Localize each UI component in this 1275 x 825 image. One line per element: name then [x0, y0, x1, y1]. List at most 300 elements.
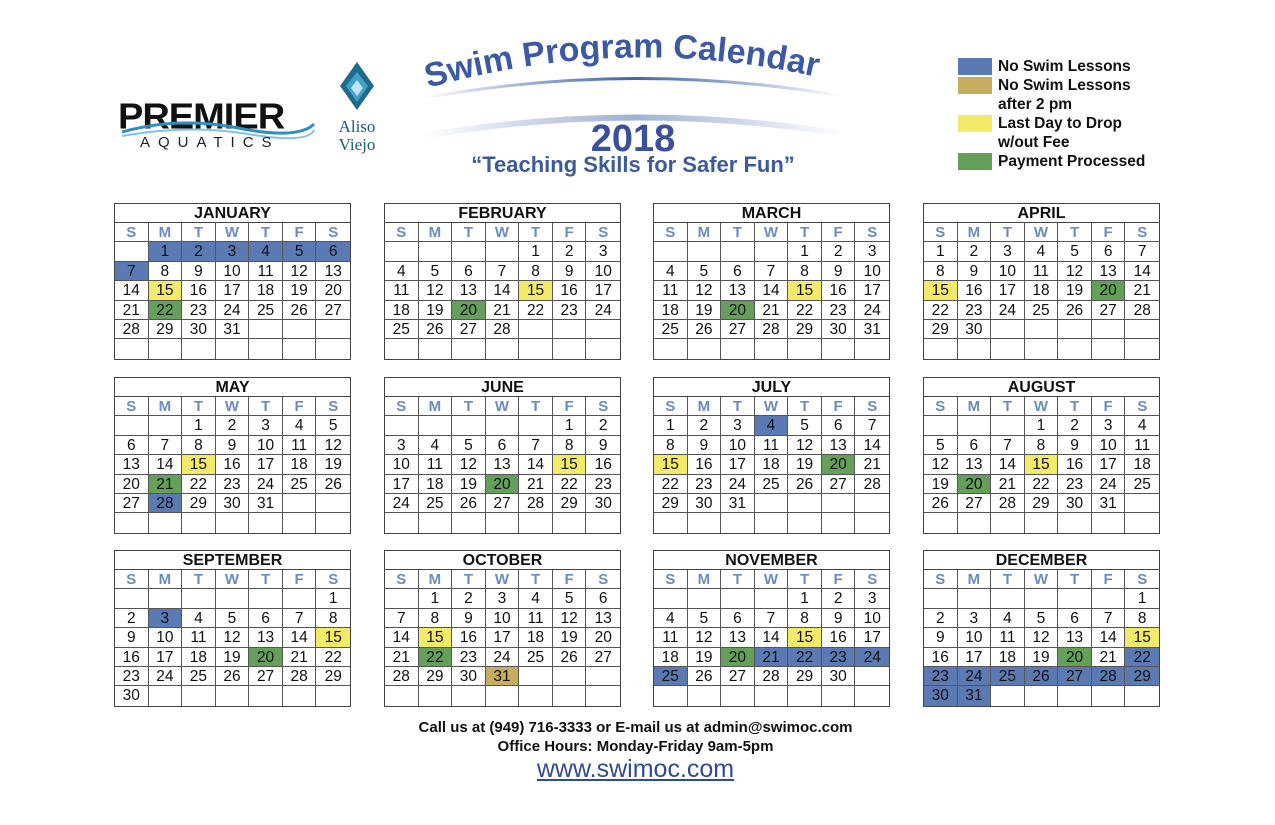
day-cell: 22: [654, 475, 688, 494]
month-day-grid: [654, 397, 889, 533]
weekday-label: S: [855, 223, 889, 242]
empty-cell: [283, 494, 317, 513]
day-cell: 23: [216, 475, 250, 494]
empty-cell: [249, 686, 283, 705]
weekday-label: F: [822, 397, 856, 416]
day-cell: 26: [688, 667, 722, 686]
empty-cell: [1058, 513, 1092, 532]
day-cell: 13: [958, 455, 992, 474]
empty-cell: [721, 589, 755, 608]
empty-cell: [654, 686, 688, 705]
day-cell: 14: [855, 436, 889, 455]
day-cell: 25: [283, 475, 317, 494]
day-cell: 22: [149, 301, 183, 320]
day-cell: 16: [553, 281, 587, 300]
day-cell: 29: [1125, 667, 1159, 686]
day-cell: 24: [249, 475, 283, 494]
day-cell: 5: [788, 416, 822, 435]
day-cell: 27: [958, 494, 992, 513]
legend-swatch-blue: [958, 58, 992, 75]
day-cell: 9: [958, 262, 992, 281]
day-cell: 9: [553, 262, 587, 281]
day-cell: 8: [924, 262, 958, 281]
day-cell: 28: [855, 475, 889, 494]
empty-cell: [419, 242, 453, 261]
empty-cell: [182, 686, 216, 705]
day-cell: 20: [115, 475, 149, 494]
empty-cell: [316, 320, 350, 339]
day-cell: 2: [182, 242, 216, 261]
empty-cell: [958, 339, 992, 358]
empty-cell: [1092, 513, 1126, 532]
day-cell: 10: [958, 628, 992, 647]
day-cell: 24: [991, 301, 1025, 320]
day-cell: 14: [755, 628, 789, 647]
day-cell: 17: [991, 281, 1025, 300]
day-cell: 8: [788, 609, 822, 628]
day-cell: 12: [688, 281, 722, 300]
empty-cell: [855, 686, 889, 705]
empty-cell: [855, 667, 889, 686]
day-cell: 15: [149, 281, 183, 300]
day-cell: 18: [249, 281, 283, 300]
day-cell: 6: [316, 242, 350, 261]
day-cell: 30: [1058, 494, 1092, 513]
empty-cell: [216, 513, 250, 532]
day-cell: 19: [553, 628, 587, 647]
day-cell: 5: [688, 262, 722, 281]
empty-cell: [755, 589, 789, 608]
day-cell: 19: [924, 475, 958, 494]
day-cell: 24: [216, 301, 250, 320]
empty-cell: [1125, 494, 1159, 513]
month-september: [114, 550, 351, 707]
day-cell: 13: [452, 281, 486, 300]
weekday-label: M: [149, 223, 183, 242]
day-cell: 7: [149, 436, 183, 455]
day-cell: 24: [1092, 475, 1126, 494]
day-cell: 16: [958, 281, 992, 300]
empty-cell: [283, 320, 317, 339]
month-october: [384, 550, 621, 707]
day-cell: 9: [924, 628, 958, 647]
empty-cell: [822, 513, 856, 532]
day-cell: 26: [283, 301, 317, 320]
empty-cell: [721, 242, 755, 261]
month-name: JANUARY: [115, 204, 350, 223]
legend-label-line: No Swim Lessons: [998, 77, 1131, 94]
day-cell: 19: [688, 301, 722, 320]
day-cell: 12: [316, 436, 350, 455]
weekday-label: S: [654, 223, 688, 242]
day-cell: 29: [419, 667, 453, 686]
month-june: [384, 377, 621, 534]
legend-swatch-green: [958, 153, 992, 170]
empty-cell: [316, 513, 350, 532]
empty-cell: [1058, 686, 1092, 705]
month-may: [114, 377, 351, 534]
day-cell: 16: [924, 648, 958, 667]
empty-cell: [924, 513, 958, 532]
day-cell: 4: [249, 242, 283, 261]
weekday-label: W: [755, 570, 789, 589]
day-cell: 6: [115, 436, 149, 455]
month-name: APRIL: [924, 204, 1159, 223]
day-cell: 14: [283, 628, 317, 647]
day-cell: 4: [755, 416, 789, 435]
day-cell: 18: [654, 301, 688, 320]
empty-cell: [721, 513, 755, 532]
day-cell: 30: [688, 494, 722, 513]
day-cell: 21: [385, 648, 419, 667]
weekday-label: F: [1092, 223, 1126, 242]
day-cell: 21: [486, 301, 520, 320]
day-cell: 27: [586, 648, 620, 667]
empty-cell: [115, 242, 149, 261]
day-cell: 18: [654, 648, 688, 667]
day-cell: 20: [586, 628, 620, 647]
day-cell: 10: [855, 609, 889, 628]
empty-cell: [486, 242, 520, 261]
day-cell: 11: [1025, 262, 1059, 281]
empty-cell: [822, 339, 856, 358]
weekday-label: W: [216, 570, 250, 589]
logo-wordmark: PREMIER: [118, 97, 285, 137]
day-cell: 29: [788, 320, 822, 339]
day-cell: 14: [755, 281, 789, 300]
empty-cell: [1025, 339, 1059, 358]
day-cell: 2: [452, 589, 486, 608]
legend-item-no-lessons-after-2pm: [958, 76, 1178, 114]
day-cell: 11: [755, 436, 789, 455]
day-cell: 9: [1058, 436, 1092, 455]
empty-cell: [519, 513, 553, 532]
empty-cell: [419, 416, 453, 435]
day-cell: 12: [216, 628, 250, 647]
empty-cell: [385, 242, 419, 261]
weekday-label: F: [553, 223, 587, 242]
weekday-label: M: [688, 570, 722, 589]
weekday-label: W: [1025, 397, 1059, 416]
day-cell: 2: [115, 609, 149, 628]
empty-cell: [115, 339, 149, 358]
day-cell: 1: [182, 416, 216, 435]
day-cell: 1: [654, 416, 688, 435]
empty-cell: [452, 416, 486, 435]
empty-cell: [149, 416, 183, 435]
day-cell: 10: [1092, 436, 1126, 455]
day-cell: 17: [1092, 455, 1126, 474]
day-cell: 27: [486, 494, 520, 513]
day-cell: 26: [924, 494, 958, 513]
day-cell: 21: [115, 301, 149, 320]
day-cell: 23: [822, 648, 856, 667]
day-cell: 29: [182, 494, 216, 513]
empty-cell: [1025, 320, 1059, 339]
empty-cell: [216, 686, 250, 705]
day-cell: 30: [216, 494, 250, 513]
premier-aquatics-logo: [118, 96, 314, 156]
day-cell: 26: [216, 667, 250, 686]
day-cell: 30: [452, 667, 486, 686]
empty-cell: [991, 513, 1025, 532]
day-cell: 15: [1025, 455, 1059, 474]
day-cell: 12: [1025, 628, 1059, 647]
day-cell: 19: [1025, 648, 1059, 667]
weekday-label: S: [654, 570, 688, 589]
day-cell: 11: [419, 455, 453, 474]
day-cell: 19: [1058, 281, 1092, 300]
month-december: [923, 550, 1160, 707]
day-cell: 4: [182, 609, 216, 628]
empty-cell: [283, 339, 317, 358]
day-cell: 4: [419, 436, 453, 455]
day-cell: 10: [249, 436, 283, 455]
day-cell: 8: [788, 262, 822, 281]
day-cell: 13: [1092, 262, 1126, 281]
empty-cell: [419, 513, 453, 532]
day-cell: 3: [958, 609, 992, 628]
empty-cell: [855, 513, 889, 532]
day-cell: 28: [385, 667, 419, 686]
weekday-label: S: [924, 397, 958, 416]
website-link[interactable]: www.swimoc.com: [536, 755, 735, 783]
day-cell: 22: [1025, 475, 1059, 494]
day-cell: 7: [519, 436, 553, 455]
empty-cell: [553, 667, 587, 686]
day-cell: 7: [755, 609, 789, 628]
day-cell: 5: [1025, 609, 1059, 628]
day-cell: 13: [1058, 628, 1092, 647]
empty-cell: [991, 416, 1025, 435]
day-cell: 16: [822, 628, 856, 647]
empty-cell: [688, 513, 722, 532]
weekday-label: T: [519, 397, 553, 416]
empty-cell: [924, 589, 958, 608]
empty-cell: [855, 339, 889, 358]
weekday-label: T: [452, 397, 486, 416]
weekday-label: S: [586, 223, 620, 242]
day-cell: 18: [755, 455, 789, 474]
day-cell: 29: [654, 494, 688, 513]
empty-cell: [115, 513, 149, 532]
day-cell: 29: [1025, 494, 1059, 513]
empty-cell: [419, 339, 453, 358]
empty-cell: [788, 339, 822, 358]
empty-cell: [249, 513, 283, 532]
day-cell: 16: [822, 281, 856, 300]
day-cell: 20: [1092, 281, 1126, 300]
day-cell: 23: [1058, 475, 1092, 494]
day-cell: 4: [519, 589, 553, 608]
day-cell: 15: [788, 281, 822, 300]
legend-label: Payment Processed: [998, 153, 1146, 170]
day-cell: 24: [855, 648, 889, 667]
day-cell: 12: [553, 609, 587, 628]
day-cell: 25: [755, 475, 789, 494]
day-cell: 1: [419, 589, 453, 608]
weekday-label: W: [1025, 223, 1059, 242]
empty-cell: [1058, 339, 1092, 358]
weekday-label: S: [385, 397, 419, 416]
empty-cell: [115, 589, 149, 608]
empty-cell: [149, 686, 183, 705]
day-cell: 19: [216, 648, 250, 667]
day-cell: 14: [991, 455, 1025, 474]
day-cell: 5: [1058, 242, 1092, 261]
day-cell: 23: [452, 648, 486, 667]
empty-cell: [822, 686, 856, 705]
day-cell: 10: [991, 262, 1025, 281]
day-cell: 30: [822, 320, 856, 339]
empty-cell: [553, 339, 587, 358]
day-cell: 6: [721, 262, 755, 281]
day-cell: 19: [788, 455, 822, 474]
empty-cell: [216, 339, 250, 358]
month-november: [653, 550, 890, 707]
day-cell: 22: [1125, 648, 1159, 667]
day-cell: 14: [115, 281, 149, 300]
day-cell: 27: [1058, 667, 1092, 686]
month-july: [653, 377, 890, 534]
day-cell: 2: [822, 589, 856, 608]
legend-label-line: Last Day to Drop: [998, 115, 1123, 132]
weekday-label: W: [755, 397, 789, 416]
day-cell: 20: [1058, 648, 1092, 667]
weekday-label: S: [1125, 570, 1159, 589]
empty-cell: [1025, 589, 1059, 608]
day-cell: 27: [249, 667, 283, 686]
empty-cell: [452, 242, 486, 261]
weekday-label: M: [958, 223, 992, 242]
day-cell: 24: [149, 667, 183, 686]
day-cell: 24: [486, 648, 520, 667]
empty-cell: [755, 513, 789, 532]
empty-cell: [519, 667, 553, 686]
day-cell: 15: [553, 455, 587, 474]
month-day-grid: [115, 223, 350, 359]
month-name: AUGUST: [924, 378, 1159, 397]
weekday-label: T: [452, 570, 486, 589]
day-cell: 7: [283, 609, 317, 628]
day-cell: 5: [688, 609, 722, 628]
empty-cell: [991, 320, 1025, 339]
day-cell: 4: [654, 609, 688, 628]
weekday-label: S: [855, 570, 889, 589]
empty-cell: [1058, 320, 1092, 339]
day-cell: 30: [958, 320, 992, 339]
weekday-label: M: [688, 223, 722, 242]
empty-cell: [654, 242, 688, 261]
weekday-label: M: [149, 397, 183, 416]
month-day-grid: [385, 223, 620, 359]
empty-cell: [385, 513, 419, 532]
weekday-label: T: [249, 223, 283, 242]
day-cell: 17: [249, 455, 283, 474]
day-cell: 12: [283, 262, 317, 281]
weekday-label: M: [419, 397, 453, 416]
empty-cell: [958, 513, 992, 532]
empty-cell: [586, 320, 620, 339]
day-cell: 25: [519, 648, 553, 667]
day-cell: 26: [452, 494, 486, 513]
day-cell: 8: [1125, 609, 1159, 628]
empty-cell: [855, 494, 889, 513]
day-cell: 26: [316, 475, 350, 494]
month-day-grid: [924, 570, 1159, 706]
weekday-label: T: [249, 397, 283, 416]
day-cell: 23: [553, 301, 587, 320]
weekday-label: T: [991, 223, 1025, 242]
day-cell: 14: [149, 455, 183, 474]
day-cell: 18: [1025, 281, 1059, 300]
day-cell: 15: [654, 455, 688, 474]
day-cell: 4: [1025, 242, 1059, 261]
day-cell: 6: [486, 436, 520, 455]
month-march: [653, 203, 890, 360]
day-cell: 23: [586, 475, 620, 494]
weekday-label: S: [1125, 223, 1159, 242]
day-cell: 18: [991, 648, 1025, 667]
day-cell: 20: [822, 455, 856, 474]
day-cell: 22: [924, 301, 958, 320]
empty-cell: [991, 339, 1025, 358]
day-cell: 5: [419, 262, 453, 281]
day-cell: 3: [991, 242, 1025, 261]
day-cell: 2: [958, 242, 992, 261]
day-cell: 13: [249, 628, 283, 647]
month-day-grid: [654, 570, 889, 706]
day-cell: 30: [586, 494, 620, 513]
empty-cell: [1092, 686, 1126, 705]
day-cell: 8: [654, 436, 688, 455]
day-cell: 22: [419, 648, 453, 667]
day-cell: 6: [958, 436, 992, 455]
day-cell: 11: [283, 436, 317, 455]
day-cell: 29: [553, 494, 587, 513]
day-cell: 31: [486, 667, 520, 686]
day-cell: 13: [316, 262, 350, 281]
empty-cell: [182, 589, 216, 608]
day-cell: 21: [149, 475, 183, 494]
weekday-label: W: [486, 397, 520, 416]
day-cell: 8: [316, 609, 350, 628]
empty-cell: [788, 494, 822, 513]
day-cell: 31: [249, 494, 283, 513]
day-cell: 3: [1092, 416, 1126, 435]
day-cell: 9: [216, 436, 250, 455]
day-cell: 30: [924, 686, 958, 705]
empty-cell: [654, 589, 688, 608]
legend-swatch-yellow: [958, 115, 992, 132]
empty-cell: [216, 589, 250, 608]
day-cell: 16: [1058, 455, 1092, 474]
day-cell: 1: [924, 242, 958, 261]
day-cell: 9: [182, 262, 216, 281]
day-cell: 20: [452, 301, 486, 320]
month-name: OCTOBER: [385, 551, 620, 570]
day-cell: 13: [721, 628, 755, 647]
day-cell: 6: [586, 589, 620, 608]
legend-item-no-lessons: [958, 57, 1178, 76]
empty-cell: [486, 339, 520, 358]
day-cell: 31: [721, 494, 755, 513]
weekday-label: M: [688, 397, 722, 416]
day-cell: 9: [822, 262, 856, 281]
weekday-label: W: [486, 223, 520, 242]
empty-cell: [958, 589, 992, 608]
day-cell: 2: [1058, 416, 1092, 435]
